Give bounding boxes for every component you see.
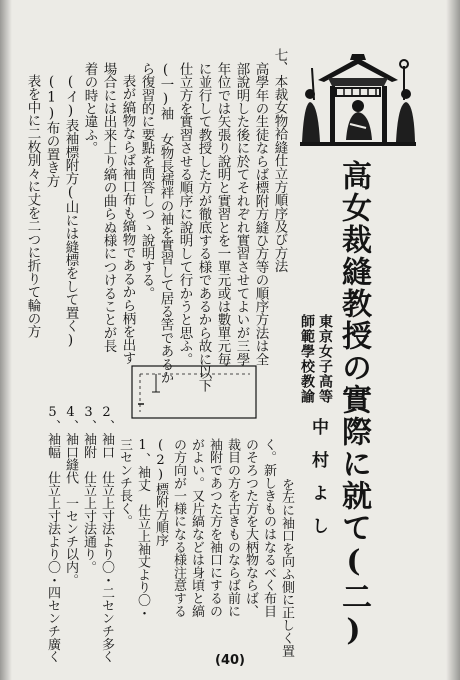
body-line: 4、袖口縫代 一センチ以内。: [63, 405, 78, 587]
sleeve-pattern-diagram: [130, 362, 258, 422]
body-line: 袖附であつた方を袖口にするの: [207, 438, 222, 618]
body-line: 1、袖丈 仕立上袖丈より〇・: [135, 438, 150, 620]
body-line: (一)袖 女物長襦袢の袖を實習して居る筈であるか: [157, 62, 174, 384]
body-line: 3、袖附 仕立上寸法通り。: [81, 405, 96, 574]
body-line: (1)布の置き方: [43, 74, 60, 188]
body-line: 場合には出来上り縞の曲らぬ様につけることが長: [100, 62, 117, 353]
body-line: 高學年の生徒ならば標附方縫ひ方等の順序方法は全: [252, 62, 269, 366]
author-affiliation-2: 師範學校教諭: [299, 314, 315, 404]
body-line: ら復習的に要點を問答しつゝ說明する。: [138, 62, 155, 300]
page-edge-shadow: [446, 0, 460, 680]
body-line: 表を中に二枚別々に丈を二つに折りて輪の方: [24, 74, 41, 339]
body-line: (2)標附方順序: [153, 438, 168, 547]
body-line: 裁目の方を古きものならば前に: [225, 438, 240, 618]
body-line: 仕立方を實習させる順序に說明して行かうと思ふ。: [176, 62, 193, 366]
body-line: く。新しきものはなるべく布目: [261, 438, 276, 618]
body-line: (イ)表袖標附方(山には縫標をして置く): [62, 74, 79, 349]
page-gutter-shadow: [0, 0, 12, 680]
body-line: 着の時と違ふ。: [81, 62, 98, 155]
body-line: を左に袖口を向ふ側に正しく置: [279, 478, 294, 658]
body-line: 部說明した後に於てそれぞれ實習させてよいが三學: [233, 62, 250, 366]
body-line: の方向が一様になる様注意する: [171, 438, 186, 618]
body-line: に並行して教授した方が徹底する様であるから故に以下: [195, 62, 212, 393]
author-name: 中村よし: [308, 418, 328, 550]
author-affiliation-1: 東京女子高等: [317, 314, 333, 404]
body-line: 2、袖口 仕立上寸法より〇・二センチ多く: [99, 405, 114, 664]
body-line: 表が縞物ならば袖口布も縞物であるから柄を出す: [119, 74, 136, 365]
page-number: (40): [215, 653, 245, 668]
body-line: 年位では矢張り說明と實習とを一單元或は數單元毎: [214, 62, 231, 366]
body-line: のそろつた方を大柄物ならば、: [243, 438, 258, 618]
body-line: がよい。又片縞などは身頃と縞: [189, 438, 204, 618]
body-line: 5、袖幅 仕立上寸法より〇・四センチ廣く: [45, 405, 60, 664]
body-line: 三センチ長く。: [117, 438, 132, 528]
sewing-scene-illustration: [300, 48, 416, 148]
body-line: 七、本裁女物袷縫仕立方順序及び方法: [271, 48, 288, 273]
article-title: 高女裁縫教授の實際に就て(二): [336, 160, 371, 650]
